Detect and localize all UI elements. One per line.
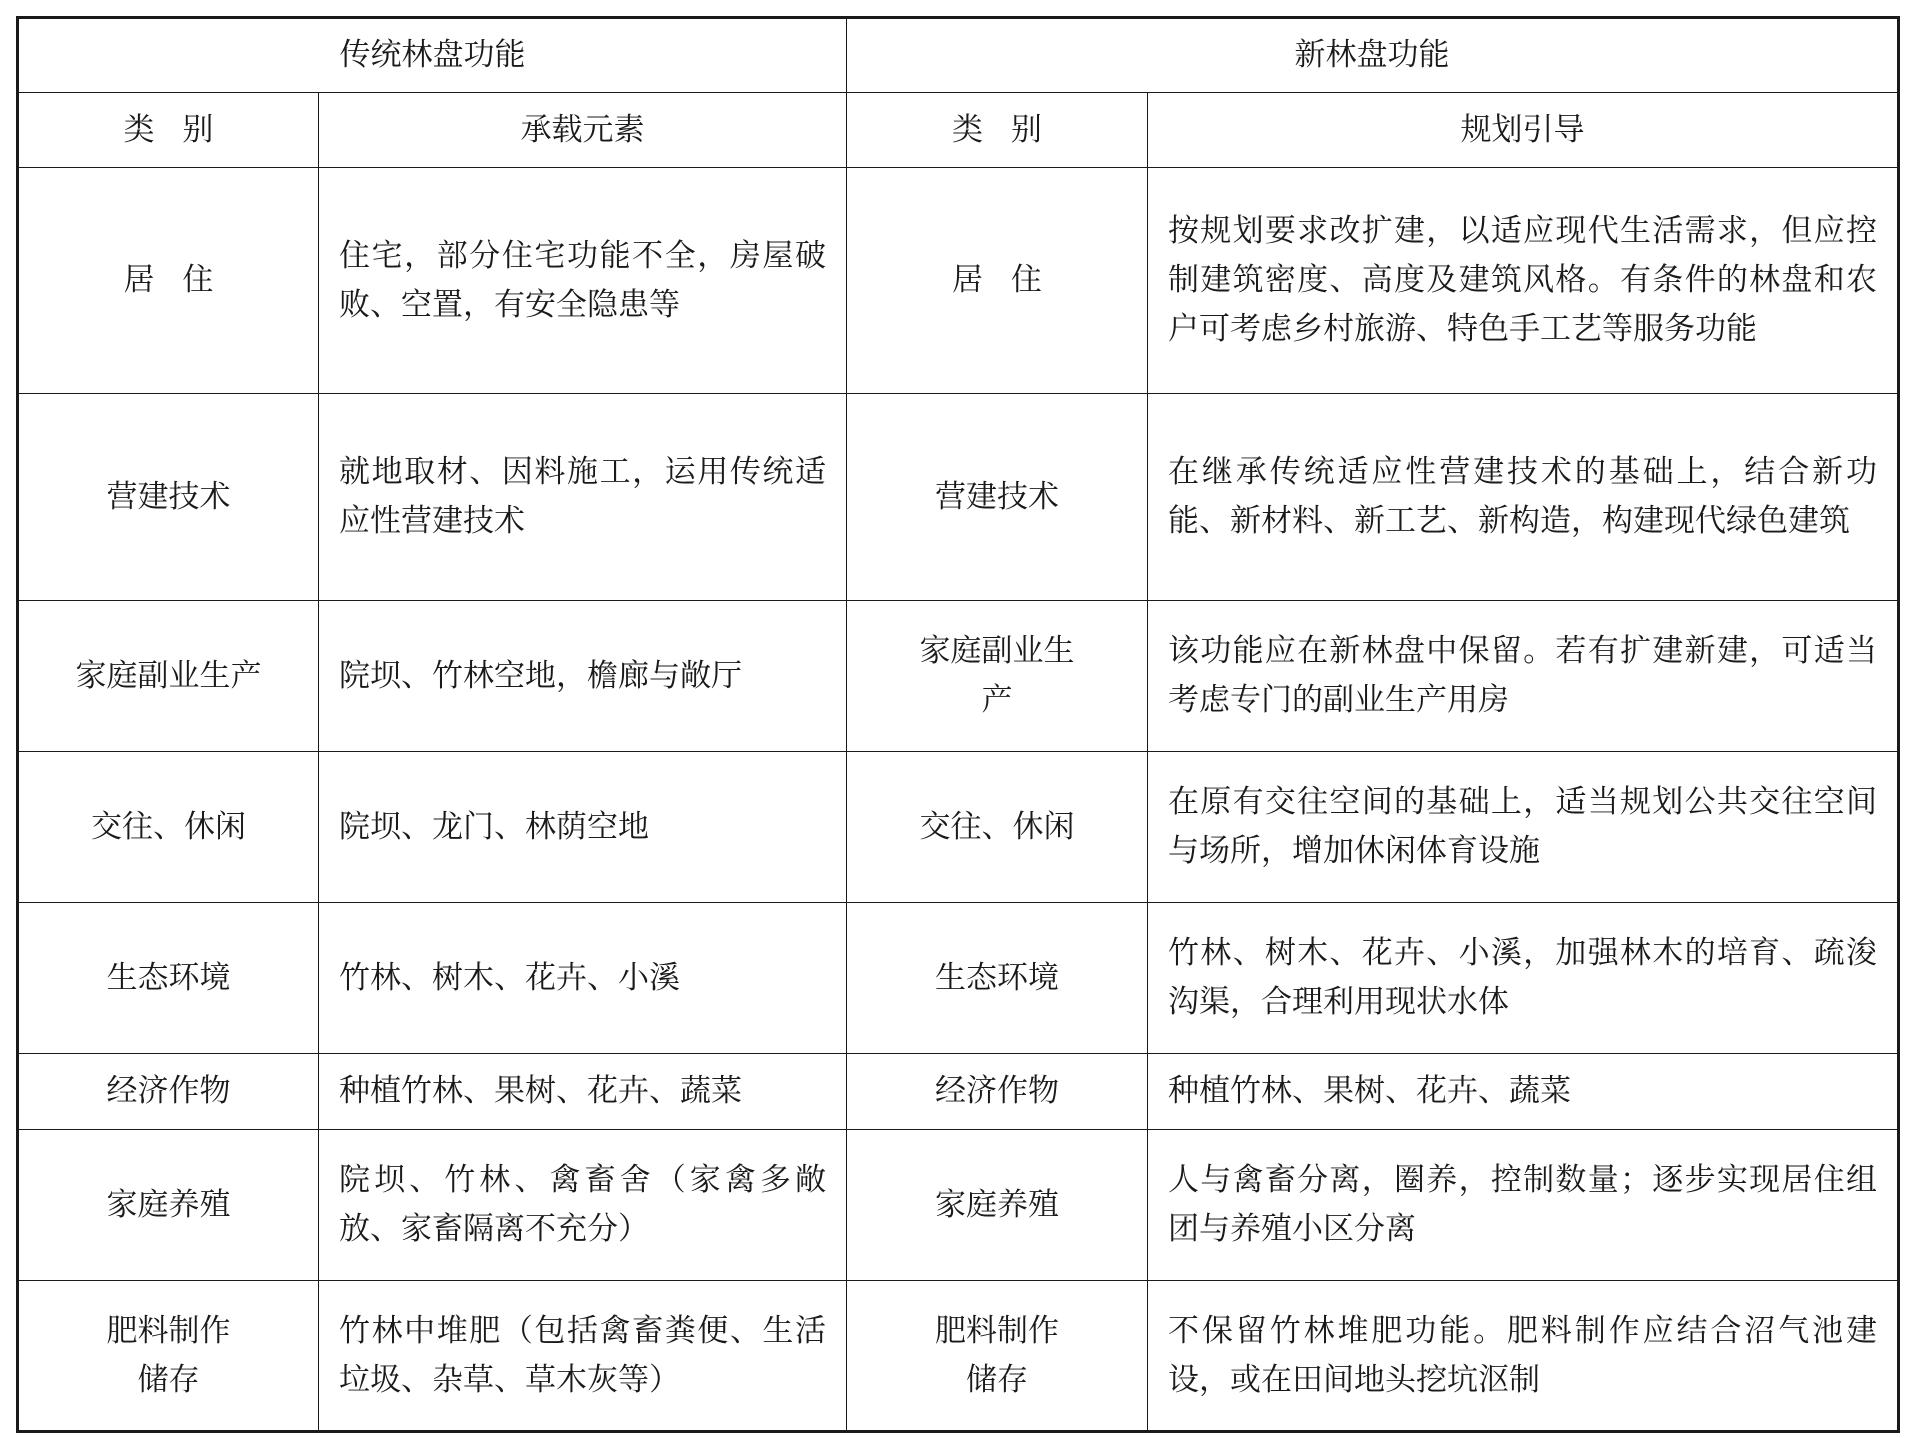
elements-cell: 就地取材、因料施工，运用传统适应性营建技术: [319, 394, 847, 601]
header-traditional: 传统林盘功能: [18, 18, 847, 93]
elements-cell: 院坝、竹林空地，檐廊与敞厅: [319, 601, 847, 752]
linpan-function-table: [16, 16, 1900, 1433]
new-category-cell: 肥料制作储存: [847, 1281, 1148, 1432]
comparison-table-container: [16, 16, 1900, 1433]
table-row: [18, 1130, 1899, 1281]
new-category-cell: 生态环境: [847, 903, 1148, 1054]
guidance-cell: 该功能应在新林盘中保留。若有扩建新建，可适当考虑专门的副业生产用房: [1148, 601, 1899, 752]
guidance-cell: 不保留竹林堆肥功能。肥料制作应结合沼气池建设，或在田间地头挖坑沤制: [1148, 1281, 1899, 1432]
elements-cell: 竹林、树木、花卉、小溪: [319, 903, 847, 1054]
guidance-cell: 种植竹林、果树、花卉、蔬菜: [1148, 1054, 1899, 1130]
subheader-row: [18, 93, 1899, 168]
header-row: [18, 18, 1899, 93]
guidance-cell: 在继承传统适应性营建技术的基础上，结合新功能、新材料、新工艺、新构造，构建现代绿色建筑: [1148, 394, 1899, 601]
elements-cell: 住宅，部分住宅功能不全，房屋破败、空置，有安全隐患等: [319, 168, 847, 394]
elements-cell: 竹林中堆肥（包括禽畜粪便、生活垃圾、杂草、草木灰等）: [319, 1281, 847, 1432]
header-new: 新林盘功能: [847, 18, 1899, 93]
table-row: [18, 601, 1899, 752]
new-category-cell: 居住: [847, 168, 1148, 394]
table-row: [18, 168, 1899, 394]
old-category-cell: 家庭养殖: [18, 1130, 319, 1281]
table-row: [18, 394, 1899, 601]
subheader-category: 类别: [18, 93, 319, 168]
table-row: [18, 1054, 1899, 1130]
subheader-elements: 承载元素: [319, 93, 847, 168]
guidance-cell: 竹林、树木、花卉、小溪，加强林木的培育、疏浚沟渠，合理利用现状水体: [1148, 903, 1899, 1054]
guidance-cell: 人与禽畜分离，圈养，控制数量；逐步实现居住组团与养殖小区分离: [1148, 1130, 1899, 1281]
old-category-cell: 生态环境: [18, 903, 319, 1054]
subheader-guidance: 规划引导: [1148, 93, 1899, 168]
old-category-cell: 经济作物: [18, 1054, 319, 1130]
new-category-cell: 交往、休闲: [847, 752, 1148, 903]
old-category-cell: 家庭副业生产: [18, 601, 319, 752]
guidance-cell: 在原有交往空间的基础上，适当规划公共交往空间与场所，增加休闲体育设施: [1148, 752, 1899, 903]
table-row: [18, 752, 1899, 903]
elements-cell: 院坝、龙门、林荫空地: [319, 752, 847, 903]
old-category-cell: 交往、休闲: [18, 752, 319, 903]
new-category-cell: 家庭副业生产: [847, 601, 1148, 752]
table-row: [18, 903, 1899, 1054]
old-category-cell: 营建技术: [18, 394, 319, 601]
old-category-cell: 肥料制作储存: [18, 1281, 319, 1432]
new-category-cell: 营建技术: [847, 394, 1148, 601]
elements-cell: 院坝、竹林、禽畜舍（家禽多敞放、家畜隔离不充分）: [319, 1130, 847, 1281]
subheader-category-new: 类别: [847, 93, 1148, 168]
guidance-cell: 按规划要求改扩建，以适应现代生活需求，但应控制建筑密度、高度及建筑风格。有条件的林盘和农户可考虑乡村旅游、特色手工艺等服务功能: [1148, 168, 1899, 394]
new-category-cell: 家庭养殖: [847, 1130, 1148, 1281]
old-category-cell: 居住: [18, 168, 319, 394]
new-category-cell: 经济作物: [847, 1054, 1148, 1130]
table-row: [18, 1281, 1899, 1432]
elements-cell: 种植竹林、果树、花卉、蔬菜: [319, 1054, 847, 1130]
